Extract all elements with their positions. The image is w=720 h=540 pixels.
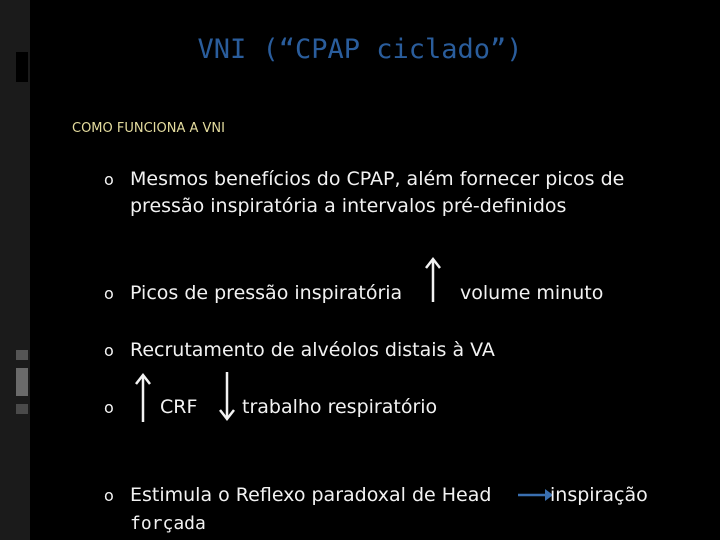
bullet-text: Estimula o Reflexo paradoxal de Head [130, 484, 492, 506]
bullet-item [104, 280, 704, 308]
bullet-item [104, 337, 704, 365]
arrow-up-icon [424, 256, 442, 304]
bullet-text: Picos de pressão inspiratória [130, 282, 403, 304]
bullet-marker: o [104, 341, 114, 360]
bullet-item [104, 394, 704, 422]
bullet-text: inspiração [550, 484, 648, 506]
bullet-marker: o [104, 486, 114, 505]
slide-title: VNI (“CPAP ciclado”) [197, 34, 523, 65]
arrow-up-icon [134, 372, 152, 424]
bullet-marker: o [104, 284, 114, 303]
bullet-marker: o [104, 170, 114, 189]
bullet-text: forçada [130, 513, 206, 534]
decorative-block [16, 368, 28, 396]
arrow-down-icon [218, 370, 236, 422]
bullet-text: trabalho respiratório [242, 396, 438, 418]
arrow-right-icon [518, 488, 554, 502]
bullet-item [104, 482, 704, 538]
slide-subtitle: COMO FUNCIONA A VNI [72, 121, 225, 136]
decorative-block [16, 404, 28, 414]
bullet-marker: o [104, 398, 114, 417]
bullet-text: Recrutamento de alvéolos distais à VA [130, 339, 495, 361]
bullet-text: Mesmos benefícios do CPAP, além fornecer picos de pressão inspiratória a intervalos pré-definidos [130, 168, 625, 217]
bullet-text: volume minuto [460, 282, 604, 304]
decorative-block [16, 350, 28, 360]
bullet-text: CRF [160, 396, 198, 418]
